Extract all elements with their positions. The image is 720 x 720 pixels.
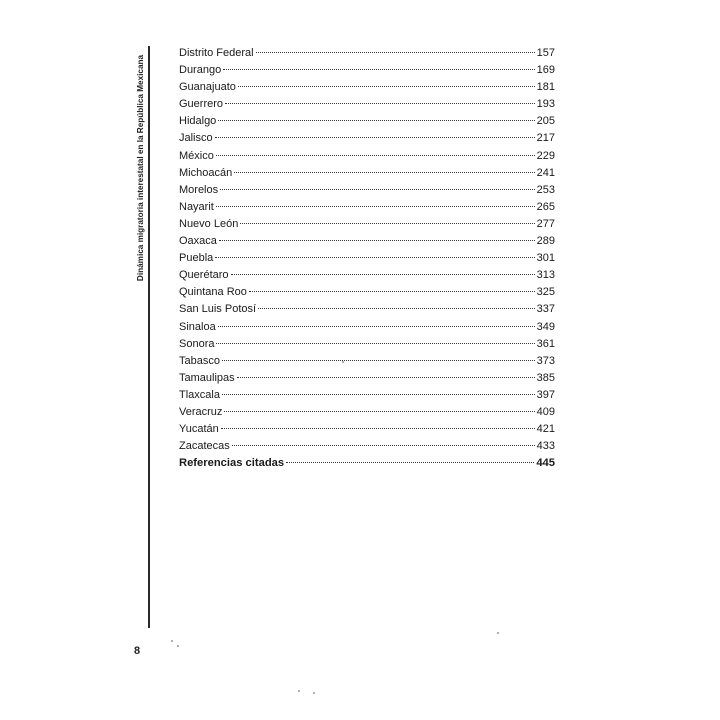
toc-entry-label: Oaxaca	[179, 235, 217, 248]
toc-entry-label: Sonora	[179, 337, 215, 350]
toc-entry-label: Querétaro	[179, 269, 229, 282]
toc-row	[179, 387, 555, 404]
dot-leader	[222, 394, 535, 395]
dot-leader	[216, 155, 535, 156]
toc-entry-page: 421	[536, 423, 555, 436]
dot-leader	[218, 120, 534, 121]
toc-entry-label: Jalisco	[179, 132, 213, 145]
dot-leader	[237, 377, 535, 378]
dot-leader	[249, 291, 535, 292]
toc-entry-page: 193	[536, 98, 555, 111]
toc-row	[179, 336, 555, 353]
toc-row	[179, 199, 555, 216]
toc-entry-page: 409	[536, 405, 555, 418]
scan-speck	[497, 632, 499, 634]
toc-entry-page: 229	[536, 149, 555, 162]
toc-entry-page: 217	[536, 132, 555, 145]
toc-entry-label: Distrito Federal	[179, 47, 254, 59]
toc-row	[179, 45, 555, 62]
dot-leader	[224, 411, 534, 412]
toc-entry-label: Puebla	[179, 252, 214, 265]
table-of-contents	[179, 45, 555, 472]
toc-row	[179, 404, 555, 421]
toc-entry-label: Michoacán	[179, 166, 233, 179]
toc-row	[179, 79, 555, 96]
toc-entry-label: Tlaxcala	[179, 388, 220, 401]
dot-leader	[240, 223, 534, 224]
dot-leader	[222, 360, 535, 361]
running-head: Dinámica migratoria interestatal en la República Mexicana	[136, 54, 145, 282]
toc-entry-label: Hidalgo	[179, 115, 217, 128]
toc-entry-page: 445	[536, 457, 555, 470]
dot-leader	[219, 240, 535, 241]
toc-entry-page: 325	[536, 286, 555, 299]
toc-row	[179, 301, 555, 318]
toc-row	[179, 455, 555, 472]
toc-entry-label: Tamaulipas	[179, 371, 235, 384]
toc-entry-label: Nuevo León	[179, 217, 239, 230]
toc-entry-page: 253	[536, 183, 555, 196]
toc-row	[179, 130, 555, 147]
dot-leader	[232, 445, 535, 446]
dot-leader	[258, 308, 535, 309]
dot-leader	[231, 274, 535, 275]
toc-entry-label: Quintana Roo	[179, 286, 247, 299]
toc-entry-page: 397	[536, 388, 555, 401]
toc-row	[179, 165, 555, 182]
dot-leader	[238, 86, 535, 87]
toc-row	[179, 182, 555, 199]
dot-leader	[215, 137, 535, 138]
toc-entry-page: 337	[536, 303, 555, 316]
toc-row	[179, 370, 555, 387]
dot-leader	[225, 103, 535, 104]
toc-entry-page: 277	[536, 217, 555, 230]
scan-speck	[313, 692, 315, 694]
toc-row	[179, 353, 555, 370]
scan-speck	[177, 645, 179, 647]
toc-row	[179, 233, 555, 250]
dot-leader	[216, 206, 535, 207]
toc-entry-label: Veracruz	[179, 405, 223, 418]
toc-entry-label: Referencias citadas	[179, 457, 285, 470]
toc-entry-page: 433	[536, 440, 555, 453]
toc-entry-label: Yucatán	[179, 423, 219, 436]
dot-leader	[215, 257, 534, 258]
toc-row	[179, 438, 555, 455]
toc-row	[179, 96, 555, 113]
dot-leader	[218, 326, 535, 327]
toc-entry-page: 241	[536, 166, 555, 179]
toc-row	[179, 267, 555, 284]
toc-entry-page: 301	[536, 252, 555, 265]
toc-entry-label: Guanajuato	[179, 81, 236, 94]
dot-leader	[256, 52, 535, 53]
scan-speck	[342, 361, 344, 363]
toc-entry-page: 181	[536, 81, 555, 94]
toc-entry-page: 313	[536, 269, 555, 282]
dot-leader	[234, 172, 534, 173]
toc-row	[179, 216, 555, 233]
toc-entry-page: 265	[536, 200, 555, 213]
toc-entry-page: 169	[536, 64, 555, 77]
dot-leader	[220, 189, 535, 190]
toc-entry-label: Durango	[179, 64, 222, 77]
toc-entry-label: México	[179, 149, 214, 162]
toc-row	[179, 148, 555, 165]
vertical-rule	[148, 46, 150, 628]
toc-entry-label: Morelos	[179, 183, 219, 196]
toc-entry-label: Sinaloa	[179, 320, 216, 333]
dot-leader	[221, 428, 535, 429]
page-number: 8	[134, 645, 141, 657]
scan-speck	[171, 640, 173, 642]
toc-entry-label: Guerrero	[179, 98, 224, 111]
toc-entry-page: 289	[536, 235, 555, 248]
toc-row	[179, 62, 555, 79]
toc-row	[179, 421, 555, 438]
toc-entry-page: 373	[536, 354, 555, 367]
scan-speck	[298, 690, 300, 692]
dot-leader	[286, 462, 534, 463]
toc-entry-label: Tabasco	[179, 354, 220, 367]
dot-leader	[223, 69, 534, 70]
toc-entry-page: 205	[536, 115, 555, 128]
toc-row	[179, 113, 555, 130]
toc-entry-page: 349	[536, 320, 555, 333]
toc-entry-page: 385	[536, 371, 555, 384]
toc-entry-page: 361	[536, 337, 555, 350]
toc-entry-label: San Luis Potosí	[179, 303, 257, 316]
toc-entry-label: Nayarit	[179, 200, 214, 213]
toc-entry-page: 157	[536, 47, 555, 59]
toc-row	[179, 284, 555, 301]
toc-row	[179, 319, 555, 336]
toc-entry-label: Zacatecas	[179, 440, 230, 453]
toc-row	[179, 250, 555, 267]
dot-leader	[216, 343, 534, 344]
